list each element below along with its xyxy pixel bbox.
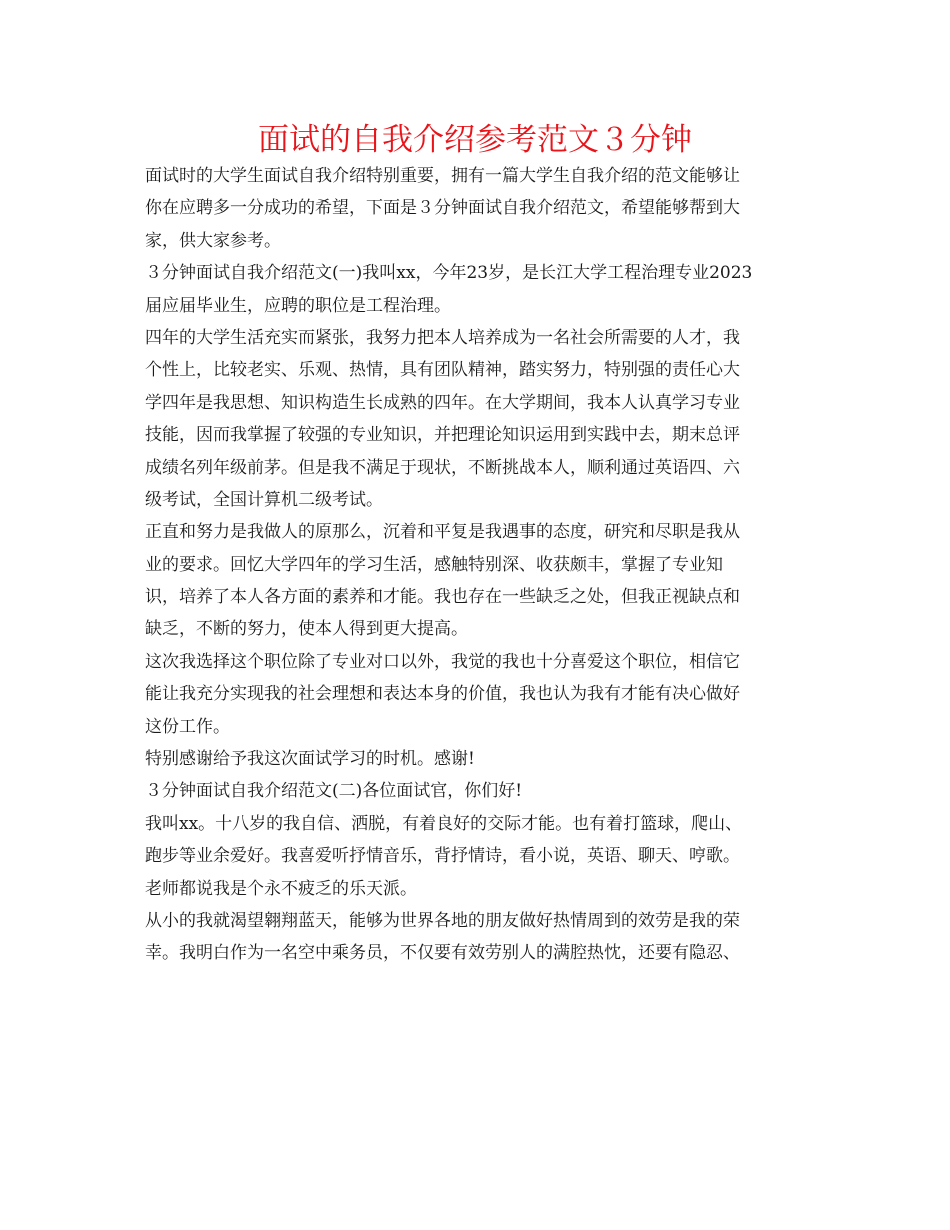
text-line: 这次我选择这个职位除了专业对口以外，我觉的我也十分喜爱这个职位，相信它	[145, 651, 740, 672]
text-line: ３分钟面试自我介绍范文(一)我叫xx，今年23岁，是长江大学工程治理专业2023	[145, 263, 753, 284]
text-line: 幸。我明白作为一名空中乘务员，不仅要有效劳别人的满腔热忱，还要有隐忍、	[145, 943, 740, 964]
text-line: 个性上，比较老实、乐观、热情，具有团队精神，踏实努力，特别强的责任心大	[145, 360, 740, 381]
text-line: 面试时的大学生面试自我介绍特别重要，拥有一篇大学生自我介绍的范文能够让	[145, 166, 740, 186]
text-line: 从小的我就渴望翱翔蓝天，能够为世界各地的朋友做好热情周到的效劳是我的荣	[145, 910, 740, 931]
text-line: 届应届毕业生，应聘的职位是工程治理。	[145, 295, 451, 316]
text-line: 正直和努力是我做人的原那么，沉着和平复是我遇事的态度，研究和尽职是我从	[145, 522, 740, 543]
document-body	[145, 160, 805, 970]
text-line: 你在应聘多一分成功的希望，下面是３分钟面试自我介绍范文，希望能够帮到大	[145, 198, 740, 219]
text-line: 缺乏，不断的努力，使本人得到更大提高。	[145, 619, 468, 640]
text-line: 特别感谢给予我这次面试学习的时机。感谢!	[145, 749, 475, 770]
text-line: 我叫xx。十八岁的我自信、洒脱，有着良好的交际才能。也有着打篮球，爬山、	[145, 813, 743, 834]
text-line: 四年的大学生活充实而紧张，我努力把本人培养成为一名社会所需要的人才，我	[145, 327, 740, 348]
text-line: 老师都说我是个永不疲乏的乐天派。	[145, 878, 417, 899]
text-line: 级考试，全国计算机二级考试。	[145, 489, 383, 510]
text-line: 这份工作。	[145, 716, 230, 737]
text-line: 成绩名列年级前茅。但是我不满足于现状，不断挑战本人，顺利通过英语四、六	[145, 457, 740, 478]
text-line: 能让我充分实现我的社会理想和表达本身的价值，我也认为我有才能有决心做好	[145, 684, 740, 705]
text-line: 家，供大家参考。	[145, 230, 281, 251]
text-line: 业的要求。回忆大学四年的学习生活，感触特别深、收获颇丰，掌握了专业知	[145, 554, 723, 575]
text-line: 学四年是我思想、知识构造生长成熟的四年。在大学期间，我本人认真学习专业	[145, 392, 740, 413]
text-line: 识，培养了本人各方面的素养和才能。我也存在一些缺乏之处，但我正视缺点和	[145, 587, 740, 608]
text-line: 技能，因而我掌握了较强的专业知识，并把理论知识运用到实践中去，期末总评	[145, 425, 740, 446]
document-title: 面试的自我介绍参考范文３分钟	[258, 122, 692, 158]
text-line: ３分钟面试自我介绍范文(二)各位面试官，你们好!	[145, 781, 523, 802]
text-line: 跑步等业余爱好。我喜爱听抒情音乐，背抒情诗，看小说，英语、聊天、哼歌。	[145, 846, 740, 867]
